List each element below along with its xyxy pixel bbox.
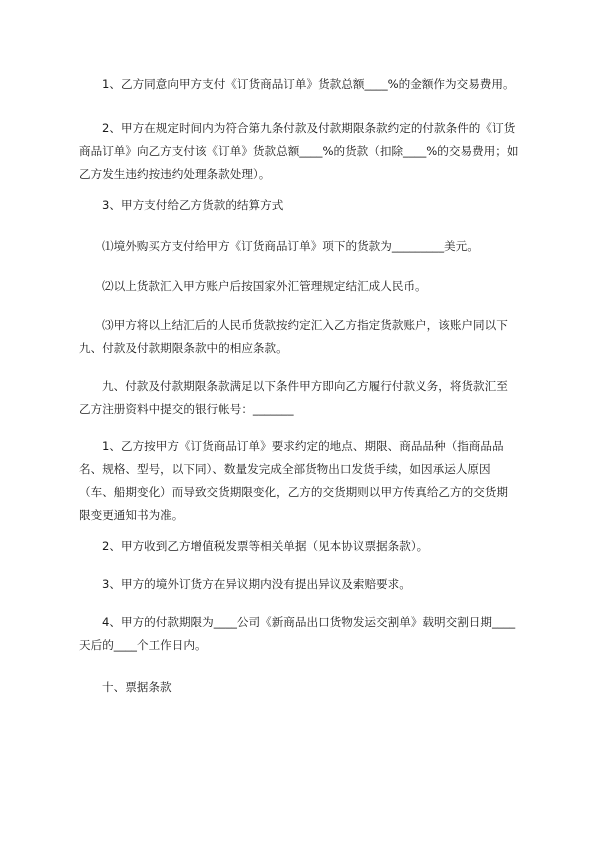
clause-paragraph: ⑶甲方将以上结汇后的人民币货款按约定汇入乙方指定货款账户，该账户同以下九、付款及付款期限条款中的相应条款。: [79, 318, 508, 355]
clause-paragraph: 4、甲方的付款期限为____公司《新商品出口货物发运交割单》载明交割日期____天后的____个工作日内。: [79, 615, 516, 652]
clause-paragraph: 3、甲方的境外订货方在异议期内没有提出异议及索赔要求。: [102, 577, 411, 591]
section-heading-9: 九、付款及付款期限条款满足以下条件甲方即向乙方履行付款义务，将货款汇至乙方注册资料中提交的银行帐号：_______: [79, 379, 508, 416]
section-heading-10: 十、票据条款: [102, 680, 172, 694]
clause-paragraph: 1、乙方同意向甲方支付《订货商品订单》货款总额____%的金额作为交易费用。: [102, 77, 515, 91]
clause-paragraph: 1、乙方按甲方《订货商品订单》要求约定的地点、期限、商品品种（指商品品名、规格、型号，以下同）、数量发完成全部货物出口发货手续，如因承运人原因（车、船期变化）而导致交货期限变化，乙方的交货期则以甲方传真给乙方的交货期限变更通知书为准。: [79, 439, 508, 522]
clause-paragraph: 2、甲方在规定时间内为符合第九条付款及付款期限条款约定的付款条件的《订货商品订单》向乙方支付该《订单》货款总额____%的货款（扣除____%的交易费用；如乙方发生违约按违约处理条款处理）。: [79, 121, 519, 181]
clause-paragraph: ⑴境外购买方支付给甲方《订货商品订单》项下的货款为_________美元。: [102, 239, 479, 253]
clause-paragraph: 3、甲方支付给乙方货款的结算方式: [102, 198, 284, 212]
clause-paragraph: 2、甲方收到乙方增值税发票等相关单据（见本协议票据条款）。: [102, 539, 429, 553]
clause-paragraph: ⑵以上货款汇入甲方账户后按国家外汇管理规定结汇成人民币。: [102, 279, 427, 293]
